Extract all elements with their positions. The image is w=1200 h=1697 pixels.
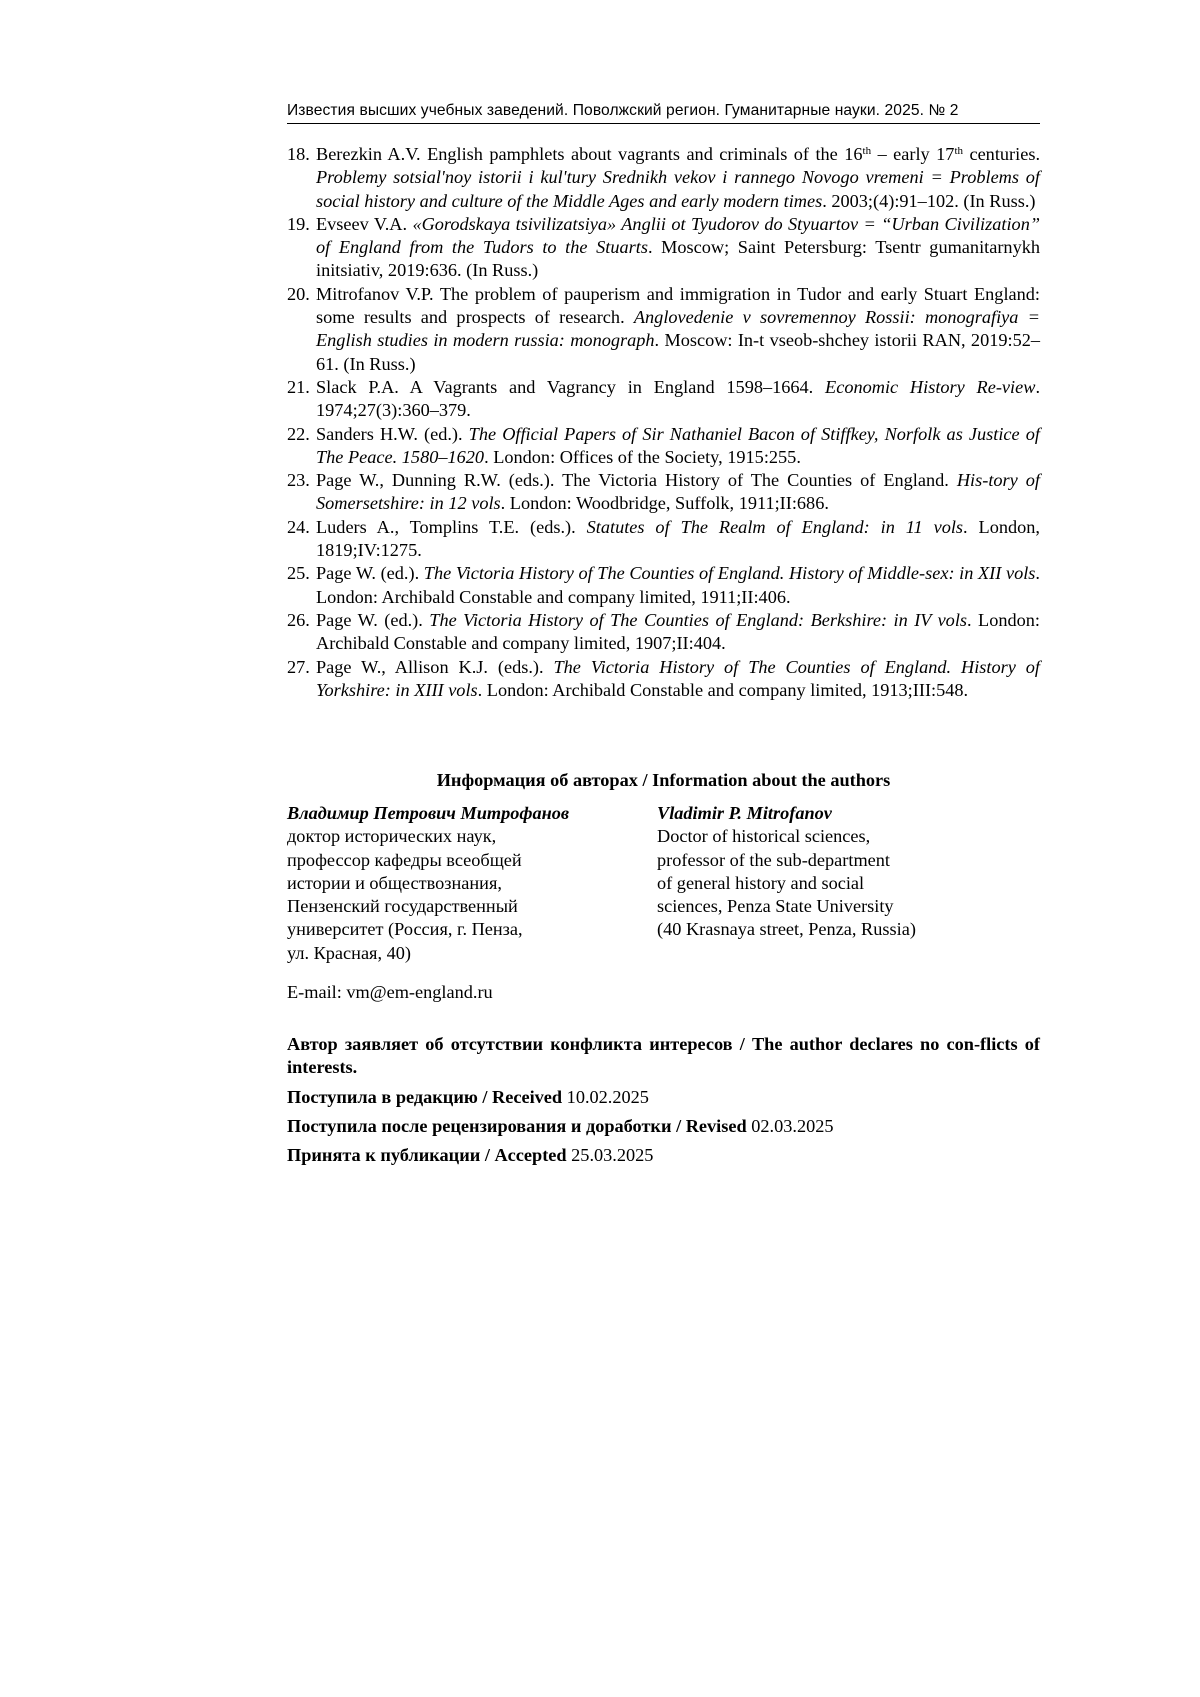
reference-list — [287, 143, 1040, 702]
reference-item: 25. Page W. (ed.). The Victoria History of The Counties of England. History of Middle-sex: in XII vols. London: Archibald Constable and company limited, 1911;II:406. — [287, 563, 1040, 607]
revised-date: 02.03.2025 — [751, 1115, 834, 1136]
reference-item: 27. Page W., Allison K.J. (eds.). The Victoria History of The Counties of England. History of Yorkshire: in XIII vols. London: Archibald Constable and company limited, 1913;III:548. — [287, 656, 1040, 700]
authors-section-title: Информация об авторах / Information about the authors — [436, 770, 891, 790]
author-detail-line: доктор исторических наук, — [287, 826, 497, 847]
reference-item: 24. Luders A., Tomplins T.E. (eds.). Statutes of The Realm of England: in 11 vols. London, 1819;IV:1275. — [287, 516, 1040, 561]
accepted-line — [287, 1144, 1040, 1167]
author-name-en: Vladimir P. Mitrofanov — [657, 803, 832, 823]
reference-number: 24. — [287, 516, 310, 537]
reference-number: 27. — [287, 656, 310, 677]
accepted-label: Принята к публикации / Accepted — [287, 1145, 567, 1166]
author-email: E-mail: vm@em-england.ru — [287, 982, 493, 1002]
reference-item: 18. Berezkin A.V. English pamphlets about vagrants and criminals of the 16th – early 17th centuries. Problemy sotsial'noy istorii i kul'tury Srednikh vekov i rannego Novogo vremeni = Problems of social history and culture of the Middle Ages and early modern times. 2003;(4):91–102. (In Russ.) — [287, 144, 1041, 211]
reference-item: 26. Page W. (ed.). The Victoria History of The Counties of England: Berkshire: in IV vols. London: Archibald Constable and company limited, 1907;II:404. — [287, 609, 1041, 654]
reference-number: 26. — [287, 609, 310, 630]
reference-item: 20. Mitrofanov V.P. The problem of pauperism and immigration in Tudor and early Stuart England: some results and prospects of research. Anglovedenie v sovremennoy Rossii: monografiya = English studies in modern russia: monograph. Moscow: In-t vseob-shchey istorii RAN, 2019:52–61. (In Russ.) — [287, 283, 1040, 374]
running-header: Известия высших учебных заведений. Поволжский регион. Гуманитарные науки. 2025. № 2 — [287, 102, 1040, 124]
received-label: Поступила в редакцию / Received — [287, 1086, 563, 1107]
author-detail-line: sciences, Penza State University — [657, 896, 894, 917]
reference-number: 18. — [287, 144, 310, 164]
reference-item: 23. Page W., Dunning R.W. (eds.). The Victoria History of The Counties of England. His-tory of Somersetshire: in 12 vols. London: Woodbridge, Suffolk, 1911;II:686. — [287, 470, 1040, 514]
reference-number: 23. — [287, 470, 310, 491]
reference-number: 19. — [287, 213, 310, 234]
author-detail-line: истории и обществознания, — [287, 872, 502, 893]
author-info-en — [657, 802, 1017, 942]
received-line — [287, 1086, 1040, 1109]
revised-label: Поступила после рецензирования и доработки / Revised — [287, 1115, 747, 1136]
author-detail-line: Пензенский государственный — [287, 896, 518, 917]
author-info-ru — [287, 802, 637, 965]
author-detail-line: (40 Krasnaya street, Penza, Russia) — [657, 919, 916, 940]
author-detail-line: professor of the sub-department — [657, 849, 891, 870]
reference-item: 19. Evseev V.A. «Gorodskaya tsivilizatsiya» Anglii ot Tyudorov do Styuartov = “Urban Civilization” of England from the Tudors to the Stuarts. Moscow; Saint Petersburg: Tsentr gumanitarnykh initsiativ, 2019:636. (In Russ.) — [287, 213, 1041, 281]
author-detail-line: of general history and social — [657, 872, 865, 893]
received-date: 10.02.2025 — [566, 1086, 649, 1107]
conflict-statement: Автор заявляет об отсутствии конфликта интересов / The author declares no con-flicts of interests. — [287, 1034, 1040, 1078]
reference-number: 20. — [287, 283, 310, 304]
reference-number: 21. — [287, 376, 310, 397]
reference-item: 21. Slack P.A. A Vagrants and Vagrancy in England 1598–1664. Economic History Re-view. 1974;27(3):360–379. — [287, 376, 1041, 421]
reference-number: 25. — [287, 563, 310, 584]
article-footer — [287, 1033, 1040, 1173]
author-detail-line: Doctor of historical sciences, — [657, 826, 871, 847]
reference-number: 22. — [287, 423, 310, 444]
author-detail-line: ул. Красная, 40) — [287, 942, 411, 963]
author-detail-line: университет (Россия, г. Пенза, — [287, 919, 523, 940]
author-name-ru: Владимир Петрович Митрофанов — [287, 803, 570, 823]
author-detail-line: профессор кафедры всеобщей — [287, 849, 522, 870]
accepted-date: 25.03.2025 — [571, 1145, 654, 1166]
revised-line — [287, 1115, 1040, 1138]
reference-item: 22. Sanders H.W. (ed.). The Official Papers of Sir Nathaniel Bacon of Stiffkey, Norfolk as Justice of The Peace. 1580–1620. London: Offices of the Society, 1915:255. — [287, 423, 1040, 467]
